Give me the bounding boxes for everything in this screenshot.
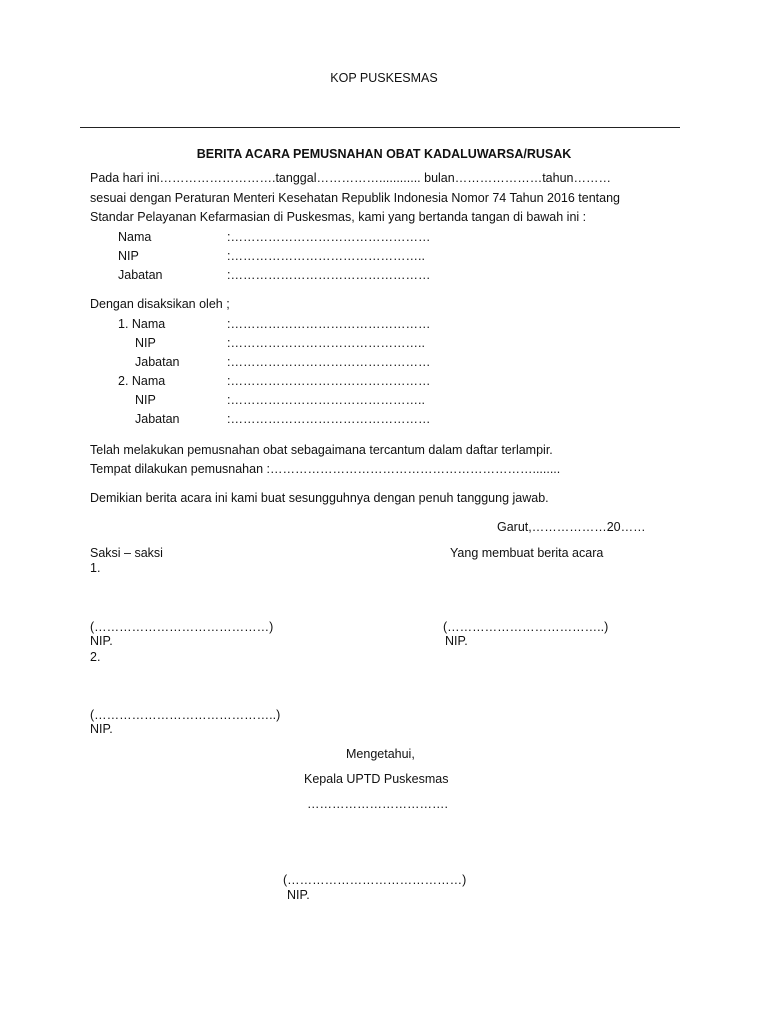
witnesses-label: Saksi – saksi <box>90 546 163 560</box>
signer-nip-value: :……………………………………….. <box>227 249 425 263</box>
acknowledged-label: Mengetahui, <box>346 747 415 761</box>
witness-1-jabatan-value: :………………………………………… <box>227 355 431 369</box>
signer-nip-label: NIP <box>118 249 139 263</box>
witness-intro: Dengan disaksikan oleh ; <box>90 297 230 311</box>
signer-jabatan-label: Jabatan <box>118 268 163 282</box>
witness-2-nip-label: NIP <box>135 393 156 407</box>
head-signature-name: (……………………………………) <box>283 873 467 887</box>
maker-label: Yang membuat berita acara <box>450 546 604 560</box>
head-title: Kepala UPTD Puskesmas <box>304 772 449 786</box>
witness-2-nip-value: :……………………………………….. <box>227 393 425 407</box>
head-signature-nip: NIP. <box>287 888 310 902</box>
head-dots: ……………………………. <box>307 797 448 811</box>
witness-1-signature-name: (……………………………………) <box>90 620 274 634</box>
witness-1-name-label: 1. Nama <box>118 317 166 331</box>
maker-signature-nip: NIP. <box>445 634 468 648</box>
intro-line-2: sesuai dengan Peraturan Menteri Kesehatan Republik Indonesia Nomor 74 Tahun 2016 tentang <box>90 191 620 205</box>
signer-name-value: :………………………………………… <box>227 230 431 244</box>
intro-line-1: Pada hari ini……………………….tanggal……………............ bulan…………………tahun……… <box>90 171 611 185</box>
action-line: Telah melakukan pemusnahan obat sebagaimana tercantum dalam daftar terlampir. <box>90 443 553 457</box>
intro-line-3: Standar Pelayanan Kefarmasian di Puskesmas, kami yang bertanda tangan di bawah ini : <box>90 210 587 224</box>
letterhead: KOP PUSKESMAS <box>330 71 438 85</box>
witness-2-number: 2. <box>90 650 101 664</box>
date-place: Garut,………………20…… <box>497 520 646 534</box>
maker-signature-name: (………………………………..) <box>443 620 609 634</box>
witness-1-nip-value: :……………………………………….. <box>227 336 425 350</box>
witness-2-name-value: :………………………………………… <box>227 374 431 388</box>
place-line: Tempat dilakukan pemusnahan :………………………………………………………........ <box>90 462 561 476</box>
witness-2-signature-nip: NIP. <box>90 722 113 736</box>
witness-1-name-value: :………………………………………… <box>227 317 431 331</box>
signer-jabatan-value: :………………………………………… <box>227 268 431 282</box>
witness-1-number: 1. <box>90 561 101 575</box>
header-divider <box>80 127 680 128</box>
signer-name-label: Nama <box>118 230 152 244</box>
witness-2-signature-name: (……………………………………..) <box>90 708 281 722</box>
witness-1-jabatan-label: Jabatan <box>135 355 180 369</box>
witness-2-name-label: 2. Nama <box>118 374 166 388</box>
witness-1-nip-label: NIP <box>135 336 156 350</box>
witness-2-jabatan-label: Jabatan <box>135 412 180 426</box>
witness-1-signature-nip: NIP. <box>90 634 113 648</box>
witness-2-jabatan-value: :………………………………………… <box>227 412 431 426</box>
closing-line: Demikian berita acara ini kami buat sesungguhnya dengan penuh tanggung jawab. <box>90 491 549 505</box>
document-title: BERITA ACARA PEMUSNAHAN OBAT KADALUWARSA/RUSAK <box>196 147 572 161</box>
